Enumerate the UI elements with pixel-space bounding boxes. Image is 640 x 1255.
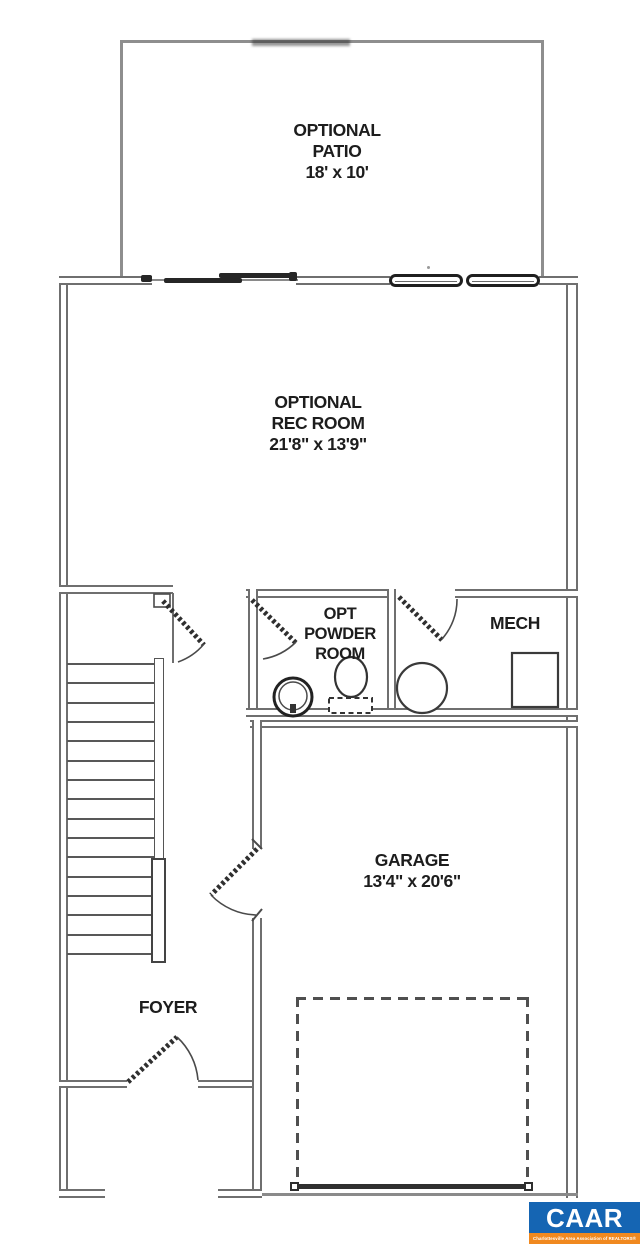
garage-entry-door-arc bbox=[211, 895, 256, 915]
powder-label-line2: POWDER bbox=[304, 625, 376, 643]
mech-label bbox=[490, 613, 540, 634]
caar-logo-orange-strip bbox=[529, 1233, 640, 1244]
mech-label-text: MECH bbox=[490, 613, 540, 633]
patio-label-line1: OPTIONAL bbox=[293, 120, 381, 140]
patio-dims: 18' x 10' bbox=[305, 162, 369, 182]
rec-room-dims: 21'8" x 13'9" bbox=[269, 434, 367, 454]
caar-logo bbox=[529, 1202, 640, 1244]
stair-door-arc bbox=[178, 644, 204, 662]
garage-dims: 13'4" x 20'6" bbox=[363, 871, 461, 891]
rec-room-label-line2: REC ROOM bbox=[271, 413, 365, 433]
front-door-arc bbox=[177, 1037, 198, 1080]
patio-label-line2: PATIO bbox=[312, 141, 362, 161]
caar-logo-blue-box bbox=[529, 1202, 640, 1233]
garage-door-jamb-tick-top bbox=[252, 839, 262, 849]
toilet-tank bbox=[329, 698, 372, 713]
patio-label bbox=[293, 120, 380, 183]
powder-door-arc bbox=[263, 642, 296, 659]
foyer-label bbox=[139, 997, 197, 1018]
powder-label-line1: OPT bbox=[323, 605, 357, 623]
mech-door-leaf bbox=[399, 597, 442, 640]
rec-room-label-line1: OPTIONAL bbox=[274, 392, 362, 412]
caar-logo-text: CAAR bbox=[545, 1202, 624, 1233]
caar-logo-tagline: Charlottesville Area Association of REALTORS® bbox=[533, 1236, 636, 1241]
front-door-leaf bbox=[128, 1037, 177, 1082]
furnace bbox=[512, 653, 558, 707]
garage-label bbox=[363, 850, 461, 892]
water-heater bbox=[397, 663, 447, 713]
mech-door-arc bbox=[442, 599, 457, 639]
powder-door-leaf bbox=[252, 600, 296, 643]
sink-faucet bbox=[290, 704, 296, 713]
garage-label-text: GARAGE bbox=[374, 850, 450, 870]
powder-label-line3: ROOM bbox=[315, 645, 365, 663]
garage-entry-door-leaf bbox=[211, 849, 257, 895]
foyer-label-text: FOYER bbox=[138, 997, 198, 1017]
powder-room-label bbox=[304, 604, 376, 664]
rec-room-label bbox=[269, 392, 367, 455]
